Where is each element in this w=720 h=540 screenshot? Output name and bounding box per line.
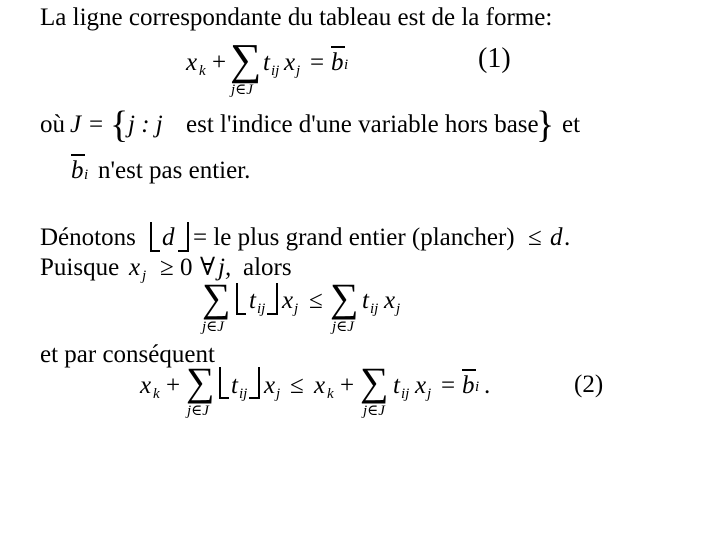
set-desc: est l'indice d'une variable hors base [186,111,539,138]
eq2-x: x [140,372,152,399]
forall-symbol: ∀ [200,254,216,281]
alors-text: alors [243,254,292,281]
eq2-i: i [475,379,480,395]
mid-x-left: x [282,287,294,314]
eq2-sigma-left: ∑ [186,359,215,404]
mid-x-right: x [384,287,396,314]
eq1-equals: = [310,49,325,76]
mid-sigma-right: ∑ [330,275,359,320]
eq2-xj-right: x [415,372,427,399]
eq1-x: x [186,49,198,76]
right-brace: } [536,104,555,146]
eq2-floor-right-foot [249,397,259,399]
line4-dot: . [564,224,571,251]
line3-b-overbar [71,154,85,156]
mid-floor-right-foot [267,313,277,315]
et-text: et [562,111,581,138]
eq2-equals: = [441,372,456,399]
eq1-label: (1) [478,43,511,74]
eq2-xj-left: x [264,372,276,399]
line5-geq: ≥ 0 [160,254,193,281]
mid-floor-right-vertical [276,283,278,315]
eq2-k2: k [327,386,334,402]
floor-d: d [162,224,175,251]
floor-desc: = le plus grand entier (plancher) [193,224,515,251]
eq2-label: (2) [574,371,604,398]
floor-right-foot [178,250,188,252]
eq2-floor-right-vertical [258,367,260,399]
mid-t-right: t [362,287,369,314]
eq2-j-right: j [427,386,432,402]
eq2-leq: ≤ [290,372,304,399]
eq2-sigma-right: ∑ [360,359,389,404]
mid-floor-left-foot [236,313,246,315]
ou-text: où [40,111,65,138]
eq2-x2: x [314,372,326,399]
eq2-t-right: t [393,372,400,399]
eq2-index-left: j∈J [187,403,209,419]
mid-j-left: j [294,301,299,317]
eq2-floor-left-vertical [219,367,221,399]
eq2-b-overbar [462,369,476,371]
line4-d: d [550,224,563,251]
eq2-index-right: j∈J [363,403,385,419]
eq2-ij-right: ij [401,386,410,402]
eq1-j: j [296,63,301,79]
eq2-k: k [153,386,160,402]
line5-j2: j, [218,254,232,281]
leq-symbol: ≤ [528,224,542,251]
floor-left-foot [150,250,160,252]
mid-j-right: j [396,301,401,317]
floor-left-vertical [150,222,152,252]
mid-ij-left: ij [257,301,266,317]
mid-t-left: t [249,287,256,314]
mid-ij-right: ij [370,301,379,317]
eq1-i: i [344,57,349,73]
eq1-plus: + [212,49,227,76]
denotons-text: Dénotons [40,224,136,251]
eq1-index: j∈J [231,82,253,98]
eq2-dot: . [484,372,491,399]
eq1-sigma: ∑ [230,35,262,84]
mid-index-right: j∈J [332,319,354,335]
eq2-floor-left-foot [219,397,229,399]
eq1-ij: ij [271,63,280,79]
left-brace: { [110,104,129,146]
eq1-b: b [331,49,344,76]
eq1-xj: x [284,49,296,76]
eq1-t: t [263,49,270,76]
set-def: j : j [128,111,163,138]
line3-text: n'est pas entier. [98,157,251,184]
eq2-plus2: + [340,372,355,399]
intro-text: La ligne correspondante du tableau est de la forme: [40,4,553,31]
mid-sigma-left: ∑ [202,275,231,320]
line3-i: i [84,167,89,183]
line3-b: b [71,157,84,184]
line5-j: j [142,268,147,284]
eq2-t-left: t [231,372,238,399]
eq2-b: b [462,372,475,399]
set-J: J [70,111,82,138]
eq2-ij-left: ij [239,386,248,402]
eq2-j-left: j [276,386,281,402]
eq1-k: k [199,63,206,79]
line5-x: x [129,254,141,281]
eq1-b-overbar [331,46,345,48]
set-eq: = [89,111,104,138]
puisque-text: Puisque [40,254,120,281]
mid-floor-left-vertical [236,283,238,315]
mid-index-left: j∈J [202,319,224,335]
floor-right-vertical [187,222,189,252]
eq2-plus: + [166,372,181,399]
mid-leq: ≤ [309,287,323,314]
consequently-text: et par conséquent [40,341,215,368]
